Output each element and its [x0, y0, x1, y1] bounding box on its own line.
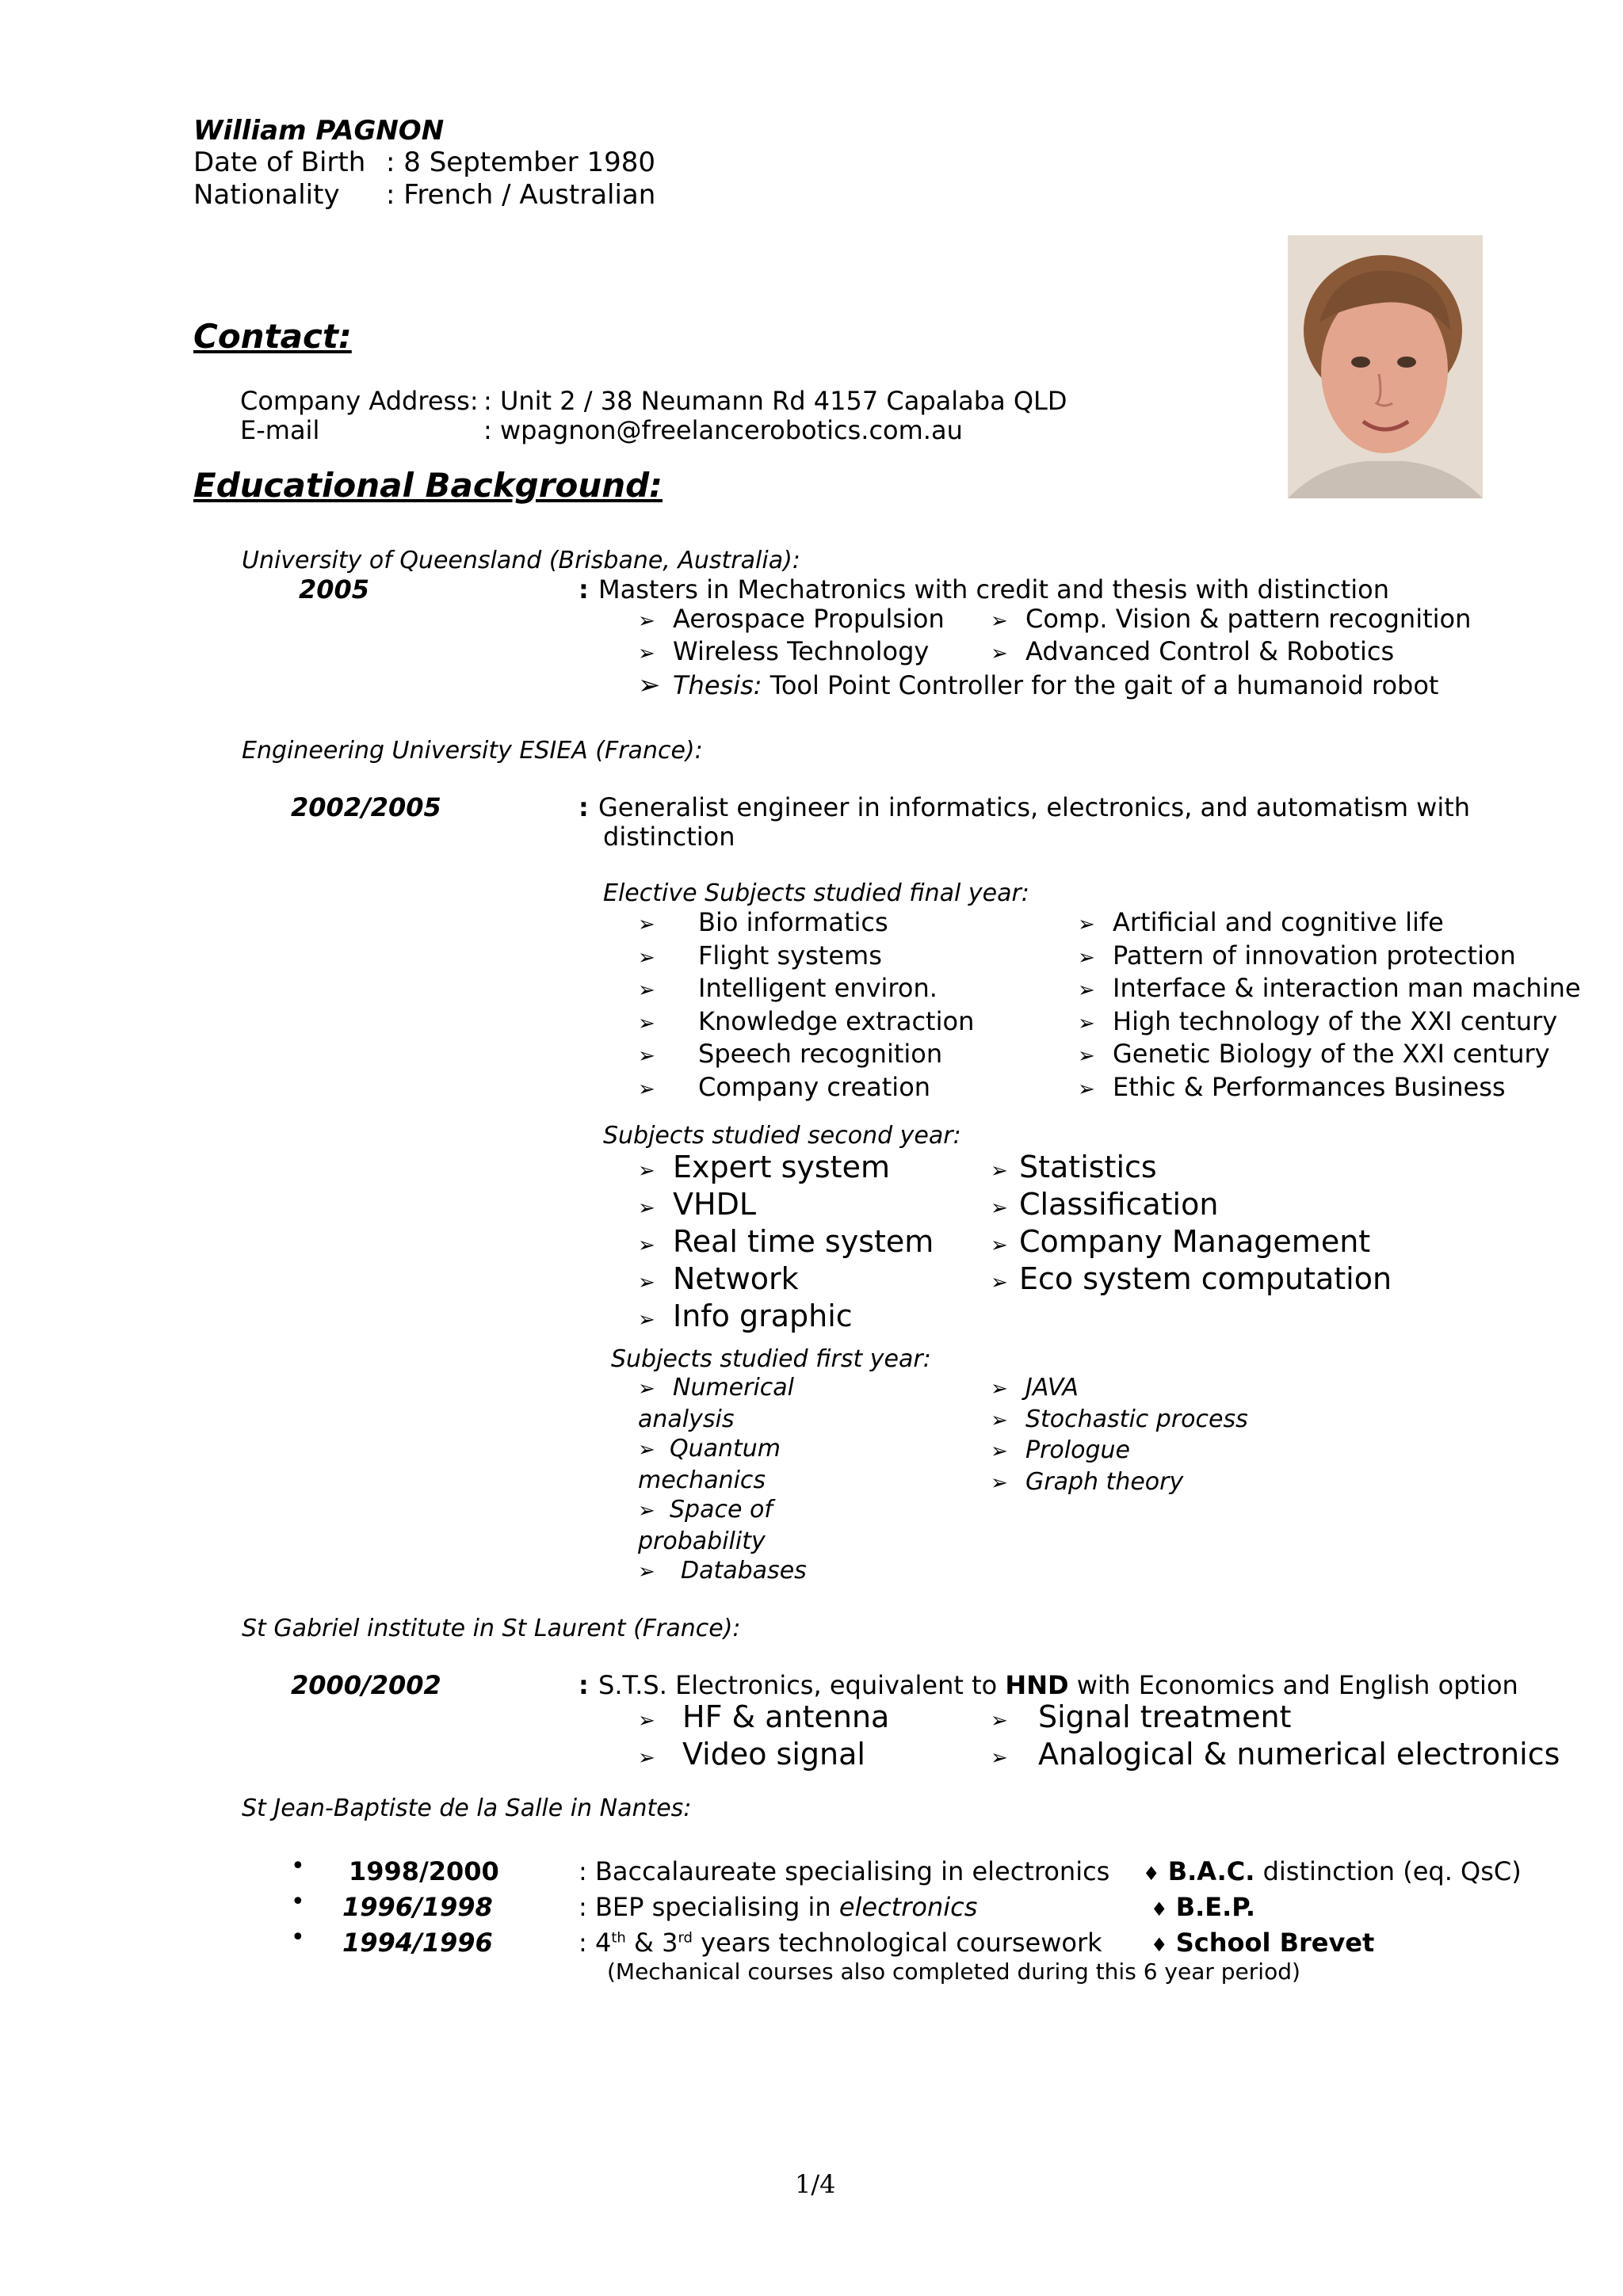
stgabriel-institution: St Gabriel institute in St Laurent (France): — [242, 1615, 741, 1642]
arrow-icon: ➢ — [638, 913, 655, 936]
list-item: ➢ Info graphic — [638, 1299, 934, 1337]
list-item: ➢ Pattern of innovation protection — [1078, 940, 1581, 974]
esiea-colon: : — [579, 792, 589, 822]
arrow-icon: ➢ — [991, 1159, 1008, 1183]
diamond-icon: ♦ — [1143, 1863, 1160, 1885]
contact-heading: Contact: — [193, 317, 352, 356]
uq-degree: Masters in Mechatronics with credit and thesis with distinction — [598, 574, 1389, 605]
esiea-year: 2002/2005 — [291, 792, 441, 822]
second-year-right — [991, 1150, 1392, 1299]
arrow-icon: ➢ — [638, 1560, 655, 1584]
arrow-icon: ➢ — [1078, 1044, 1095, 1068]
second-year-heading: Subjects studied second year: — [603, 1122, 961, 1150]
arrow-icon: ➢ — [638, 1159, 655, 1183]
bullet-icon: • — [291, 1852, 305, 1880]
list-item: ➢ Comp. Vision & pattern recognition — [991, 604, 1471, 636]
arrow-icon: ➢ — [991, 1470, 1008, 1495]
list-item: ➢ Signal treatment — [991, 1700, 1560, 1737]
arrow-icon: ➢ — [1078, 978, 1095, 1002]
profile-photo — [1288, 235, 1483, 498]
list-item: ➢ Intelligent environ. — [638, 973, 974, 1006]
stgabriel-right — [991, 1700, 1560, 1775]
list-item: ➢ Statistics — [991, 1150, 1392, 1188]
dob-label: Date of Birth — [193, 147, 366, 178]
first-year-right — [991, 1373, 1248, 1498]
lasalle-desc: : BEP specialising in electronics — [579, 1892, 978, 1922]
list-item-continued: probability — [638, 1527, 766, 1555]
arrow-icon: ➢ — [991, 1377, 1008, 1401]
list-item: ➢ Expert system — [638, 1150, 934, 1188]
stgabriel-colon: : — [579, 1670, 589, 1700]
list-item: ➢ Databases — [638, 1556, 807, 1588]
lasalle-year: 1998/2000 — [349, 1856, 499, 1886]
arrow-icon: ➢ — [638, 1499, 655, 1523]
address-value: : Unit 2 / 38 Neumann Rd 4157 Capalaba QLD — [483, 386, 1067, 416]
lasalle-desc: : 4th & 3rd years technological coursework — [579, 1928, 1102, 1958]
uq-colon: : — [579, 574, 589, 605]
list-item: ➢ Wireless Technology — [638, 636, 945, 669]
arrow-icon: ➢ — [1078, 1077, 1095, 1101]
stgabriel-degree: S.T.S. Electronics, equivalent to HND with Economics and English option — [598, 1670, 1518, 1700]
bullet-icon: • — [291, 1888, 305, 1916]
dob-value: : 8 September 1980 — [386, 147, 655, 178]
lasalle-year: 1996/1998 — [342, 1892, 493, 1922]
list-item: ➢ Flight systems — [638, 940, 974, 974]
arrow-icon: ➢ — [991, 609, 1008, 633]
arrow-icon: ➢ — [638, 1044, 655, 1068]
list-item: ➢ Analogical & numerical electronics — [991, 1737, 1560, 1775]
list-item: ➢ Interface & interaction man machine — [1078, 973, 1581, 1006]
lasalle-award: ♦ B.A.C. distinction (eq. QsC) — [1143, 1856, 1522, 1886]
arrow-icon: ➢ — [991, 1408, 1008, 1432]
uq-thesis: ➢ Thesis: Tool Point Controller for the gait of a humanoid robot — [638, 669, 1439, 701]
list-item: ➢ Network — [638, 1262, 934, 1299]
arrow-icon: ➢ — [991, 1440, 1008, 1463]
uq-subjects-right — [991, 604, 1471, 669]
list-item: ➢ HF & antenna — [638, 1700, 889, 1737]
list-item: ➢ Aerospace Propulsion — [638, 604, 945, 636]
page-number: 1/4 — [795, 2169, 836, 2199]
arrow-icon: ➢ — [638, 669, 661, 701]
list-item: ➢ Prologue — [991, 1436, 1248, 1467]
arrow-icon: ➢ — [991, 642, 1008, 666]
list-item: ➢ Genetic Biology of the XXI century — [1078, 1039, 1581, 1072]
nationality-value: : French / Australian — [386, 179, 656, 211]
list-item: ➢ Video signal — [638, 1737, 889, 1775]
list-item: ➢ Bio informatics — [638, 907, 974, 940]
second-year-left — [638, 1150, 934, 1337]
stgabriel-year: 2000/2002 — [291, 1670, 441, 1700]
list-item: ➢ Graph theory — [991, 1467, 1248, 1499]
education-heading: Educational Background: — [193, 466, 663, 505]
list-item: ➢ Knowledge extraction — [638, 1006, 974, 1039]
list-item: ➢ Real time system — [638, 1225, 934, 1262]
esiea-degree-line1: Generalist engineer in informatics, electronics, and automatism with — [598, 792, 1471, 822]
lasalle-desc: : Baccalaureate specialising in electronics — [579, 1856, 1110, 1886]
address-label: Company Address: — [240, 386, 479, 416]
arrow-icon: ➢ — [638, 978, 655, 1002]
arrow-icon: ➢ — [638, 1709, 655, 1733]
arrow-icon: ➢ — [638, 1234, 655, 1257]
esiea-institution: Engineering University ESIEA (France): — [242, 737, 703, 765]
nationality-label: Nationality — [193, 179, 340, 211]
esiea-degree-line2: distinction — [603, 822, 735, 852]
arrow-icon: ➢ — [991, 1271, 1008, 1295]
list-item: ➢ Numerical — [638, 1373, 807, 1405]
stgabriel-left — [638, 1700, 889, 1775]
arrow-icon: ➢ — [638, 1077, 655, 1101]
email-value[interactable]: : wpagnon@freelancerobotics.com.au — [483, 415, 963, 445]
list-item: ➢ VHDL — [638, 1188, 934, 1225]
person-name: William PAGNON — [193, 115, 445, 147]
lasalle-institution: St Jean-Baptiste de la Salle in Nantes: — [242, 1794, 692, 1822]
list-item-continued: mechanics — [638, 1466, 766, 1494]
list-item: ➢ JAVA — [991, 1373, 1248, 1405]
first-year-left — [638, 1373, 807, 1588]
arrow-icon: ➢ — [991, 1746, 1008, 1770]
arrow-icon: ➢ — [638, 609, 655, 633]
arrow-icon: ➢ — [638, 1011, 655, 1035]
list-item: ➢ Company creation — [638, 1072, 974, 1105]
arrow-icon: ➢ — [991, 1709, 1008, 1733]
arrow-icon: ➢ — [1078, 945, 1095, 970]
list-item: ➢ Artificial and cognitive life — [1078, 907, 1581, 940]
lasalle-year: 1994/1996 — [342, 1928, 493, 1958]
uq-year: 2005 — [299, 574, 370, 605]
arrow-icon: ➢ — [638, 945, 655, 970]
final-year-heading: Elective Subjects studied final year: — [603, 879, 1029, 907]
lasalle-note: (Mechanical courses also completed during this 6 year period) — [607, 1958, 1300, 1985]
first-year-heading: Subjects studied first year: — [611, 1345, 931, 1373]
list-item-continued: analysis — [638, 1405, 735, 1433]
final-year-right — [1078, 907, 1581, 1104]
lasalle-award: ♦ School Brevet — [1151, 1928, 1375, 1958]
list-item: ➢ Eco system computation — [991, 1262, 1392, 1299]
diamond-icon: ♦ — [1151, 1934, 1168, 1956]
arrow-icon: ➢ — [638, 1746, 655, 1770]
uq-institution: University of Queensland (Brisbane, Australia): — [242, 547, 800, 574]
bullet-icon: • — [291, 1924, 305, 1951]
arrow-icon: ➢ — [638, 1196, 655, 1220]
uq-subjects-left — [638, 604, 945, 669]
email-label: E-mail — [240, 415, 320, 445]
arrow-icon: ➢ — [638, 1308, 655, 1332]
arrow-icon: ➢ — [638, 642, 655, 666]
arrow-icon: ➢ — [991, 1234, 1008, 1257]
list-item: ➢ High technology of the XXI century — [1078, 1006, 1581, 1039]
list-item: ➢ Classification — [991, 1188, 1392, 1225]
list-item: ➢ Speech recognition — [638, 1039, 974, 1072]
diamond-icon: ♦ — [1151, 1898, 1168, 1920]
arrow-icon: ➢ — [638, 1438, 655, 1462]
arrow-icon: ➢ — [1078, 913, 1095, 936]
final-year-left — [638, 907, 974, 1104]
arrow-icon: ➢ — [991, 1196, 1008, 1220]
list-item: ➢ Ethic & Performances Business — [1078, 1072, 1581, 1105]
list-item: ➢ Stochastic process — [991, 1405, 1248, 1436]
list-item: ➢ Quantum — [638, 1434, 807, 1466]
arrow-icon: ➢ — [1078, 1011, 1095, 1035]
arrow-icon: ➢ — [638, 1271, 655, 1295]
list-item: ➢ Space of — [638, 1495, 807, 1527]
lasalle-award: ♦ B.E.P. — [1151, 1892, 1255, 1922]
list-item: ➢ Company Management — [991, 1225, 1392, 1262]
arrow-icon: ➢ — [638, 1377, 655, 1401]
list-item: ➢ Advanced Control & Robotics — [991, 636, 1471, 669]
